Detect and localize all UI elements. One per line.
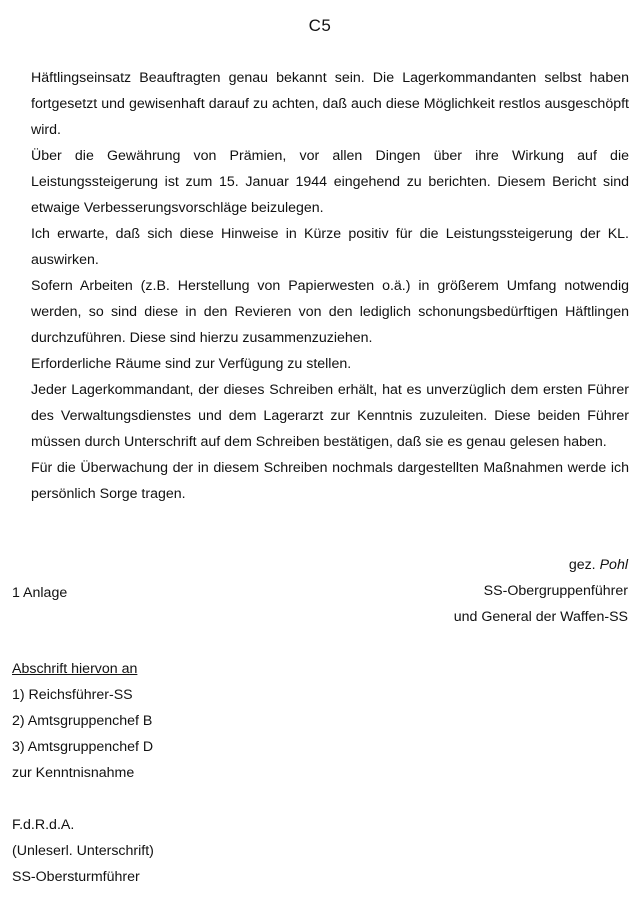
signature-name: Pohl — [599, 557, 628, 573]
paragraph: Jeder Lagerkommandant, der dieses Schreiben erhält, hat es unverzüglich dem ersten Führer des Verwaltungsdienstes und dem Lagerarzt zur Kenntnis zuzuleiten. Diese beiden Führer müssen durch Unterschrift auf dem Schreiben bestätigen, daß sie es genau gelesen haben. — [31, 382, 629, 450]
signature-title: und General der Waffen-SS — [453, 609, 628, 625]
paragraph: Sofern Arbeiten (z.B. Herstellung von Papierwesten o.ä.) in größerem Umfang notwendig werden, so sind diese in den Revieren von den lediglich schonungsbedürftigen Häftlingen durchzuführen. Diese sind hierzu zusammenzuziehen. — [31, 278, 629, 346]
attachment-note: 1 Anlage — [12, 585, 68, 601]
distribution-heading: Abschrift hiervon an — [12, 661, 138, 677]
paragraph: Erforderliche Räume sind zur Verfügung zu stellen. — [31, 356, 352, 372]
certification-block — [12, 812, 154, 890]
page-number: C5 — [308, 16, 332, 35]
certification-rank: SS-Obersturmführer — [12, 869, 140, 885]
recipient-item: 2) Amtsgruppenchef B — [12, 713, 153, 729]
distribution-list — [12, 656, 153, 786]
distribution-note: zur Kenntnisnahme — [12, 765, 135, 781]
letter-body — [31, 65, 629, 507]
paragraph: Häftlingseinsatz Beauftragten genau bekannt sein. Die Lagerkommandanten selbst haben fortgesetzt und gewisenhaft darauf zu achten, daß auch diese Möglichkeit restlos ausgeschöpft wird. — [31, 70, 629, 138]
certification-signature: (Unleserl. Unterschrift) — [12, 843, 154, 859]
signature-prefix: gez. — [568, 557, 596, 573]
paragraph: Über die Gewährung von Prämien, vor allen Dingen über ihre Wirkung auf die Leistungssteigerung ist zum 15. Januar 1944 eingehend zu berichten. Diesem Bericht sind etwaige Verbesserungsvorschläge beizulegen. — [31, 148, 629, 216]
paragraph: Ich erwarte, daß sich diese Hinweise in Kürze positiv für die Leistungssteigerung der KL. auswirken. — [31, 226, 629, 268]
paragraph: Für die Überwachung der in diesem Schreiben nochmals dargestellten Maßnahmen werde ich persönlich Sorge tragen. — [31, 460, 629, 502]
recipient-item: 3) Amtsgruppenchef D — [12, 739, 154, 755]
signature-line — [454, 552, 628, 578]
signature-block — [454, 552, 628, 630]
recipient-item: 1) Reichsführer-SS — [12, 687, 133, 703]
signature-rank: SS-Obergruppenführer — [483, 583, 628, 599]
certification-abbrev: F.d.R.d.A. — [12, 817, 75, 833]
